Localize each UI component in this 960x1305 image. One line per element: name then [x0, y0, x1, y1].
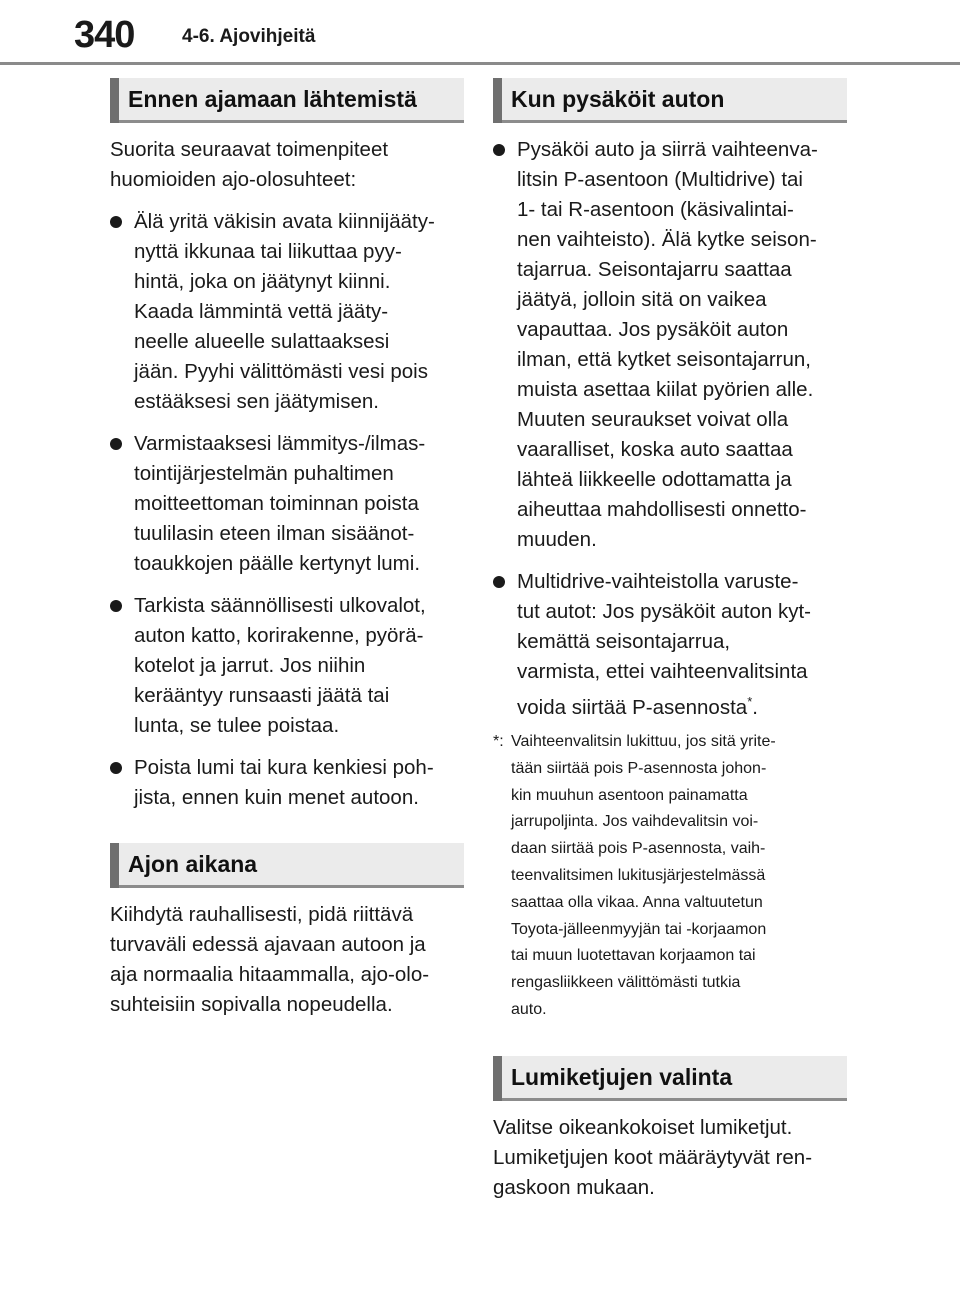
footnote: *: Vaihteenvalitsin lukittuu, jos sitä yrite- tään siirtää pois P-asennosta johon- kin muuhun asentoon painamatta jarrupoljinta. Jos vaihdevalitsin voi- daan siirtää pois P-asennosta, vaih- teenvalitsimen lukitusjärjestelmässä saattaa olla vikaa. Anna valtuutetun Toyota-jälleenmyyjän tai -korjaamon tai muun luotettavan korjaamon tai rengasliikkeen välittömästi tutkia auto.: [493, 729, 847, 1024]
section-title: Kun pysäköit auton: [511, 86, 725, 112]
section-marker-bar: [110, 843, 119, 888]
bullet-icon: [493, 576, 505, 588]
text-line: huomioiden ajo-olosuhteet:: [110, 168, 357, 191]
bullet-list: [110, 207, 464, 813]
bullet-item: Varmistaaksesi lämmitys-/ilmas- tointijärjestelmän puhaltimen moitteettoman toiminnan poista tuulilasin eteen ilman sisäänot- toaukkojen päälle kertynyt lumi.: [110, 429, 464, 579]
section-marker-bar: [493, 78, 502, 123]
footnote-mark: *:: [493, 733, 504, 750]
chapter-title: 4-6. Ajovihjeitä: [182, 26, 316, 47]
section-heading-before-driving: [110, 78, 464, 123]
bullet-icon: [110, 600, 122, 612]
bullet-item: Tarkista säännöllisesti ulkovalot, auton katto, korirakenne, pyörä- kotelot ja jarrut. Jos niihin kerääntyy runsaasti jäätä tai lunta, se tulee poistaa.: [110, 591, 464, 741]
section-heading-while-driving: [110, 843, 464, 888]
snow-chains-paragraph: Valitse oikeankokoiset lumiketjut. Lumiketjujen koot määräytyvät ren- gaskoon mukaan.: [493, 1115, 813, 1199]
bullet-icon: [110, 762, 122, 774]
driving-paragraph: Kiihdytä rauhallisesti, pidä riittävä turvaväli edessä ajavaan autoon ja aja normaalia hitaammalla, ajo-olo- suhteisiin sopivalla nopeudella.: [110, 903, 430, 1016]
bullet-icon: [110, 438, 122, 450]
bullet-icon: [110, 216, 122, 228]
section-title: Lumiketjujen valinta: [511, 1063, 733, 1090]
page-header: [0, 0, 960, 62]
section-heading-parking: [493, 78, 847, 123]
intro-paragraph: [110, 135, 464, 195]
section-title: Ennen ajamaan lähtemistä: [128, 86, 417, 112]
right-column: [493, 78, 847, 1203]
bullet-item: Poista lumi tai kura kenkiesi poh- jista, ennen kuin menet autoon.: [110, 753, 464, 813]
footnote-reference: *: [747, 694, 753, 710]
bullet-list: [493, 135, 847, 723]
bullet-item: Pysäköi auto ja siirrä vaihteenva- litsin P-asentoon (Multidrive) tai 1- tai R-asentoon (käsivalintai- nen vaihteisto). Älä kytke seison- tajarrua. Seisontajarru saattaa jäätyä, jolloin sitä on vaikea vapauttaa. Jos pysäköit auton ilman, että kytket seisontajarrun, muista asettaa kiilat pyörien alle. Muuten seuraukset voivat olla vaaralliset, koska auto saattaa lähteä liikkeelle odottamatta ja aiheuttaa mahdollisesti onnetto- muuden.: [493, 135, 847, 555]
bullet-item: Älä yritä väkisin avata kiinnijääty- nyttä ikkunaa tai liikuttaa pyy- hintä, joka on jäätynyt kiinni. Kaada lämmintä vettä jääty- neelle alueelle sulattaaksesi jään. Pyyhi välittömästi vesi pois estääksesi sen jäätymisen.: [110, 207, 464, 417]
section-title: Ajon aikana: [128, 851, 258, 877]
section-heading-snow-chains: [493, 1056, 847, 1101]
section-marker-bar: [493, 1056, 502, 1101]
bullet-item: Multidrive-vaihteistolla varuste- tut autot: Jos pysäköit auton kyt- kemättä seisontajarrua, varmista, ettei vaihteenvalitsinta voida siirtää P-asennosta*.: [493, 567, 847, 723]
page-number: 340: [74, 14, 135, 56]
header-divider: [0, 62, 960, 65]
bullet-icon: [493, 144, 505, 156]
left-column: [110, 78, 464, 1020]
section-marker-bar: [110, 78, 119, 123]
text-line: Suorita seuraavat toimenpiteet: [110, 138, 389, 161]
